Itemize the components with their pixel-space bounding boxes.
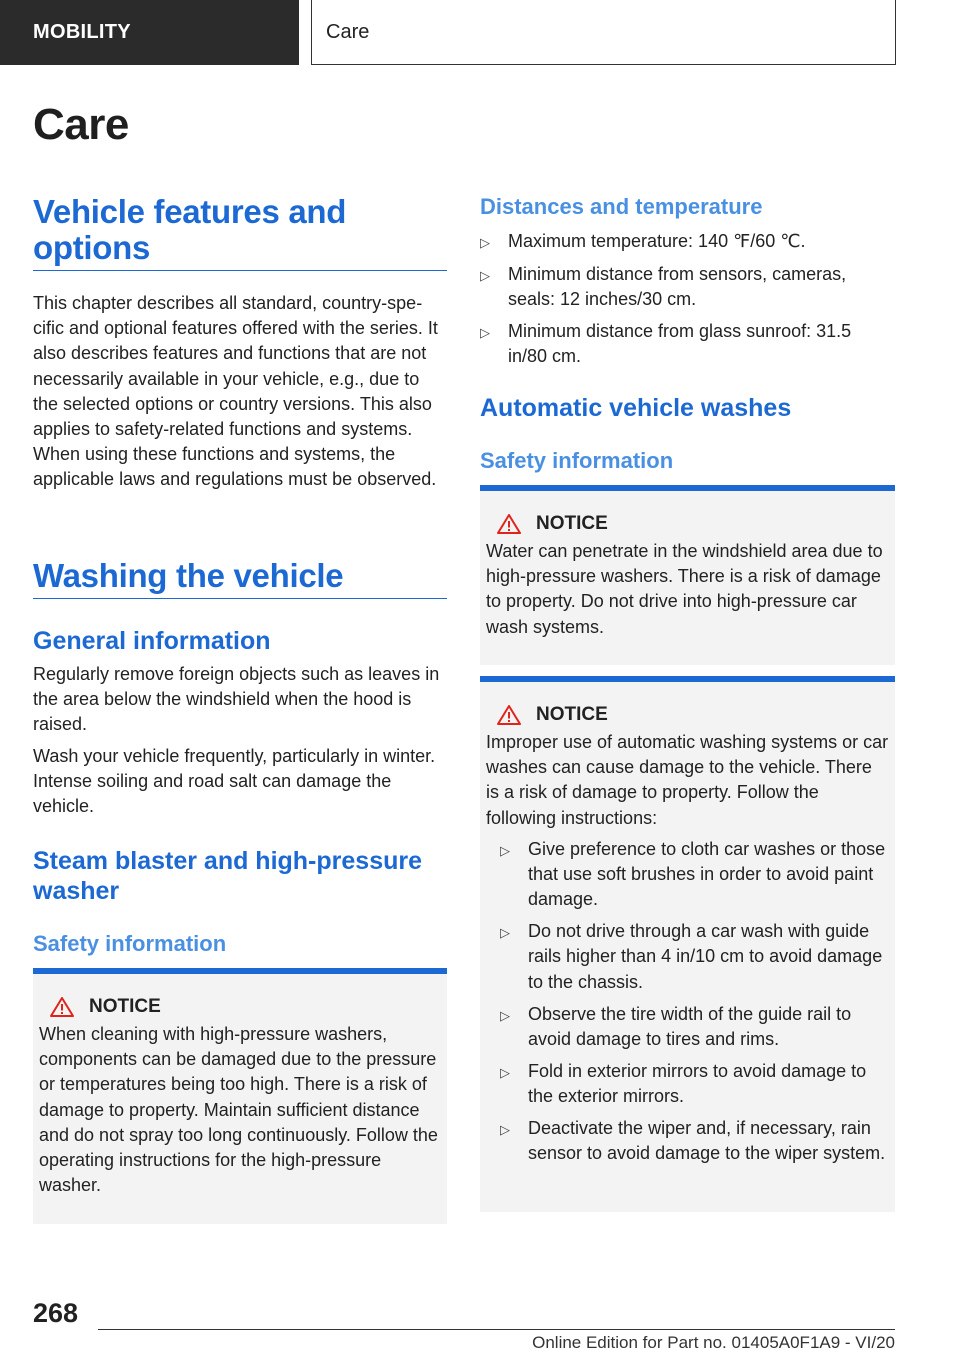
- list-item: ▷ Give preference to cloth car washes or those that use soft brushes in order to avoid paint damage.: [500, 837, 889, 913]
- list-item: ▷ Do not drive through a car wash with guide rails higher than 4 in/10 cm to avoid damage to the chassis.: [500, 919, 889, 995]
- triangle-bullet-icon: ▷: [480, 235, 490, 250]
- edition-text: Online Edition for Part no. 01405A0F1A9 - VI/20: [532, 1333, 895, 1352]
- notice-box: [480, 676, 895, 1212]
- section-rule: [33, 270, 447, 271]
- triangle-bullet-icon: ▷: [500, 1064, 510, 1080]
- notice-text: Improper use of automatic washing systems or car washes can cause damage to the vehicle. There is a risk of damage to property. Follow the following instructions:: [486, 732, 889, 828]
- notice-text: When cleaning with high-pressure washers, components can be damaged due to the pressure or temperatures being too high. There is a risk of damage to property. Maintain sufficient distance and do not spray too long continuously. Follow the operating instructions for the high-pressure washer.: [39, 1024, 438, 1196]
- list-item: ▷ Deactivate the wiper and, if necessary, rain sensor to avoid damage to the wiper system.: [500, 1116, 889, 1166]
- footer-rule: [98, 1329, 895, 1330]
- triangle-bullet-icon: ▷: [480, 268, 490, 283]
- notice-box: [480, 485, 895, 665]
- warning-triangle-icon: [496, 513, 522, 535]
- safety-information-heading: Safety information: [480, 448, 674, 473]
- header-chapter: Care: [311, 0, 896, 65]
- triangle-bullet-icon: ▷: [480, 325, 490, 341]
- list-item: ▷ Fold in exterior mirrors to avoid damage to the exterior mirrors.: [500, 1059, 889, 1109]
- safety-information-heading: Safety information: [33, 931, 227, 956]
- header-section: MOBILITY: [0, 0, 299, 65]
- notice-header: [496, 704, 889, 726]
- notice-label: NOTICE: [536, 513, 608, 534]
- warning-triangle-icon: [49, 996, 75, 1018]
- notice-box: [33, 968, 447, 1224]
- washing-heading: Washing the vehicle: [33, 557, 344, 594]
- warning-triangle-icon: [496, 704, 522, 726]
- section-rule: [33, 598, 447, 599]
- list-item: ▷ Maximum temperature: 140 ℉/60 ℃.: [480, 229, 895, 255]
- notice-text: Water can penetrate in the windshield area due to high-pressure washers. There is a risk of damage to property. Do not drive into high-pressure car wash systems.: [486, 541, 883, 637]
- triangle-bullet-icon: ▷: [500, 1122, 510, 1138]
- triangle-bullet-icon: ▷: [500, 1007, 510, 1023]
- notice-header: [49, 996, 441, 1018]
- vehicle-features-heading: Vehicle features and options: [33, 193, 347, 266]
- list-item: ▷ Minimum distance from glass sunroof: 31.5 in/80 cm.: [480, 319, 895, 369]
- notice-label: NOTICE: [89, 996, 161, 1017]
- distances-list: [480, 229, 895, 376]
- notice-header: [496, 513, 889, 535]
- steam-blaster-heading: Steam blaster and high-pressure washer: [33, 847, 423, 905]
- notice-label: NOTICE: [536, 704, 608, 725]
- automatic-washes-heading: Automatic vehicle washes: [480, 394, 792, 422]
- instructions-list: [500, 837, 889, 1167]
- triangle-bullet-icon: ▷: [500, 842, 510, 858]
- general-information-text-2: Wash your vehicle frequently, particularly in winter. Intense soiling and road salt can damage the vehicle.: [33, 746, 436, 817]
- distances-temperature-heading: Distances and temperature: [480, 194, 763, 219]
- list-item: ▷ Minimum distance from sensors, cameras, seals: 12 inches/30 cm.: [480, 262, 895, 312]
- general-information-text-1: Regularly remove foreign objects such as leaves in the area below the windshield when the hood is raised.: [33, 664, 440, 735]
- general-information-heading: General information: [33, 627, 271, 655]
- page-number: 268: [33, 1298, 79, 1328]
- triangle-bullet-icon: ▷: [500, 925, 510, 941]
- page-title: Care: [33, 100, 129, 149]
- vehicle-features-text: This chapter describes all standard, country-specific and optional features offered with the series. It also describes features and functions that are not necessarily available in your vehicle, e.g., due to the selected options or country versions. This also applies to safety-related functions and systems. When using these functions and systems, the applicable laws and regulations must be observed.: [33, 293, 438, 490]
- list-item: ▷ Observe the tire width of the guide rail to avoid damage to tires and rims.: [500, 1002, 889, 1052]
